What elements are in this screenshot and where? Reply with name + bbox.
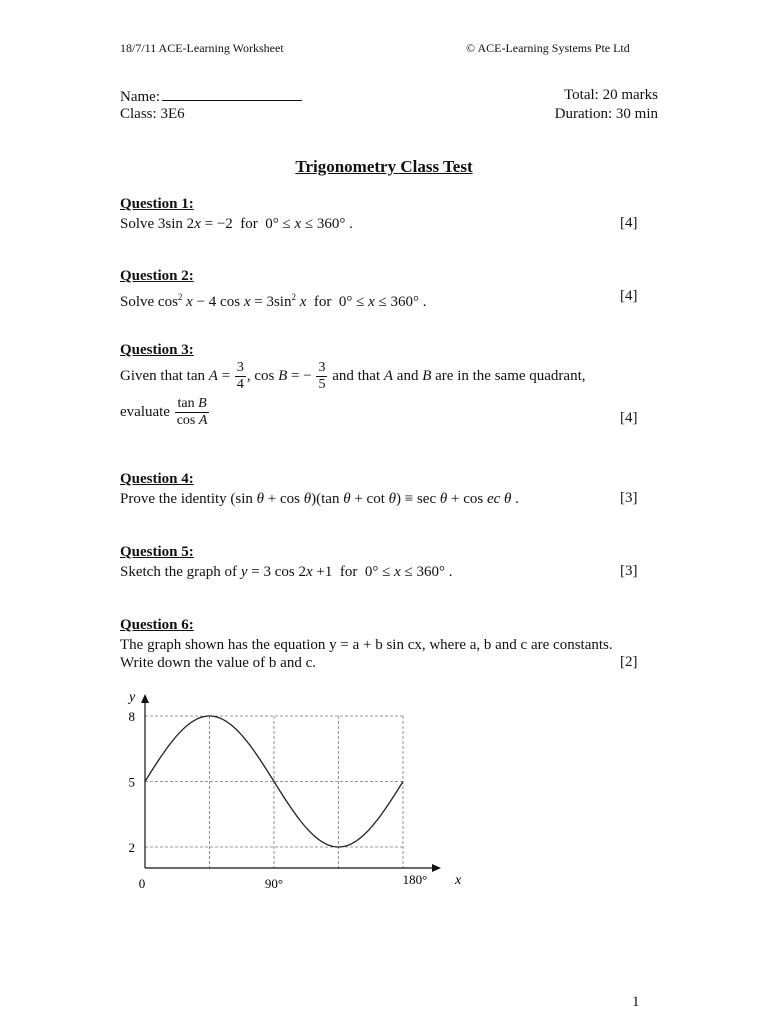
x-axis-arrow-icon <box>432 864 441 872</box>
question-3-marks: [4] <box>620 410 638 426</box>
total-marks: Total: 20 marks <box>564 87 658 103</box>
class-label: Class: <box>120 106 157 122</box>
x-tick-label-0: 0 <box>138 876 146 891</box>
y-tick-label-5: 5 <box>128 774 135 790</box>
graph-axes <box>141 694 441 872</box>
duration: Duration: 30 min <box>554 106 658 122</box>
question-4-title: Question 4: <box>120 471 194 487</box>
page-title: Trigonometry Class Test <box>295 157 473 176</box>
y-axis-arrow-icon <box>141 694 149 703</box>
name-label: Name: <box>120 89 160 105</box>
question-5-title: Question 5: <box>120 544 194 560</box>
question-3-title: Question 3: <box>120 342 194 358</box>
x-tick-label-180: 180° <box>402 872 428 887</box>
question-5-marks: [3] <box>620 563 638 579</box>
question-6-marks: [2] <box>620 654 638 670</box>
question-3-text: Given that tan A = $\frac{3}{4}$ , cos B = − $\frac{3}{5}$ and that A and B are in the same quadrant, <box>120 360 586 392</box>
question-4-marks: [3] <box>620 490 638 506</box>
question-2-title: Question 2: <box>120 268 194 284</box>
question-4-text: Prove the identity (sin θ + cos θ)(tan θ + cot θ) ≡ sec θ + cos ec θ . <box>120 491 519 507</box>
question-3-evaluate: evaluate $\frac{\text{tan B}}{\text{cos A}}$ <box>120 396 208 428</box>
page-number: 1 <box>632 994 640 1010</box>
question-1-marks: [4] <box>620 215 638 231</box>
header-left: 18/7/11 ACE-Learning Worksheet <box>120 41 284 55</box>
class-value: 3E6 <box>160 106 185 122</box>
question-2-marks: [4] <box>620 288 638 304</box>
y-tick-label-2: 2 <box>128 840 135 855</box>
question-1-title: Question 1: <box>120 196 194 212</box>
header-right: © ACE-Learning Systems Pte Ltd <box>466 41 630 55</box>
x-tick-label-90: 90° <box>264 876 284 891</box>
question-5-text: Sketch the graph of y = 3 cos 2x +1 for 0° ≤ x ≤ 360° . <box>120 564 453 580</box>
graph-grid <box>145 716 403 868</box>
question-6-line1: The graph shown has the equation y = a + b sin cx, where a, b and c are constants. <box>120 637 613 653</box>
y-tick-label-8: 8 <box>128 709 135 724</box>
x-axis-label: x <box>455 873 462 888</box>
question-6-line2: Write down the value of b and c. <box>120 655 316 671</box>
question-1-text: Solve 3sin 2x = −2 for 0° ≤ x ≤ 360° . <box>120 216 353 232</box>
question-6-title: Question 6: <box>120 617 194 633</box>
y-axis-label: y <box>129 690 136 705</box>
question-2-text: Solve $\cos^2 x - 4$ $\cos x = 3\sin^2$ x for 0° ≤ x ≤ 360° . <box>120 292 427 310</box>
